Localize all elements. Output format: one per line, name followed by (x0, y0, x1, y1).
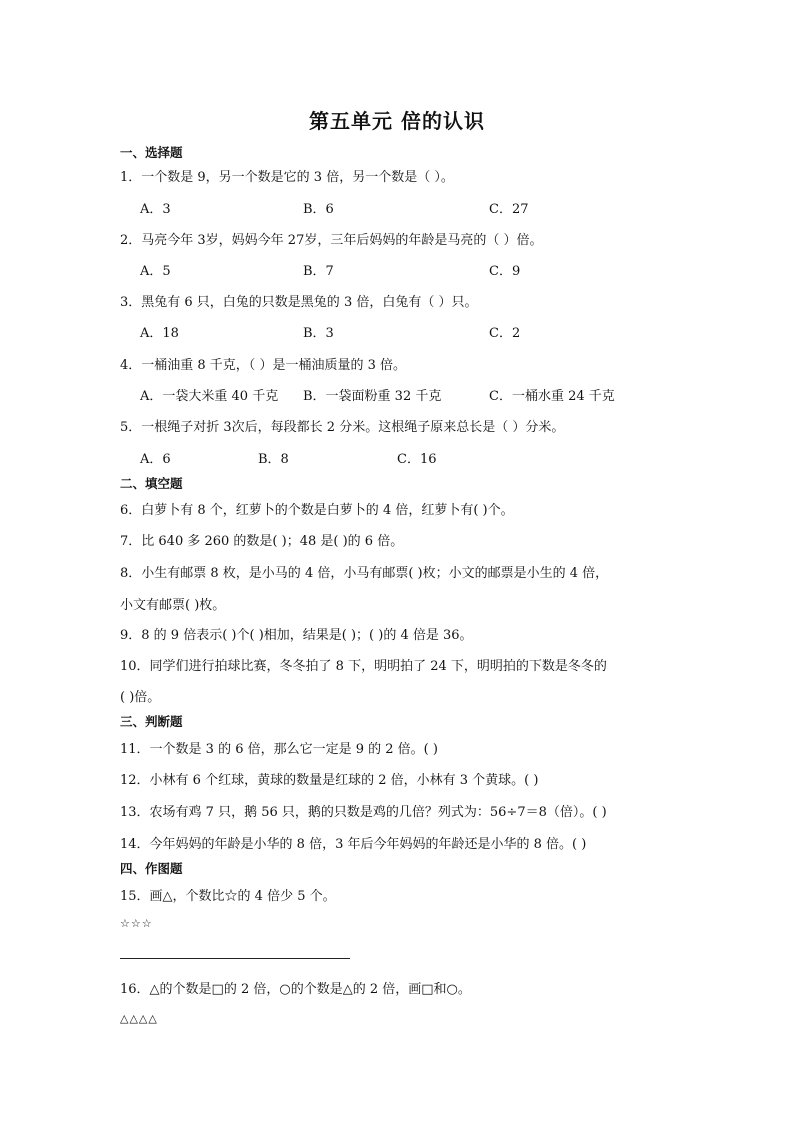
question-3: 3．黑兔有 6 只，白兔的只数是黑兔的 3 倍，白兔有（ ）只。 (120, 295, 478, 310)
drawing-answer-line (120, 958, 350, 959)
q1-option-a: A．3 (140, 202, 171, 217)
section-heading-choice: 一、选择题 (120, 145, 183, 160)
question-8-line-2: 小文有邮票( )枚。 (120, 598, 226, 613)
triangle-shapes: △△△△ (120, 1012, 158, 1025)
question-13: 13．农场有鸡 7 只，鹅 56 只，鹅的只数是鸡的几倍？列式为：56÷7＝8（倍）。( ) (120, 805, 607, 820)
question-15: 15．画△，个数比☆的 4 倍少 5 个。 (120, 889, 336, 904)
question-5: 5．一根绳子对折 3次后，每段都长 2 分米。这根绳子原来总长是（ ）分米。 (120, 420, 565, 435)
question-12: 12．小林有 6 个红球，黄球的数量是红球的 2 倍，小林有 3 个黄球。( ) (120, 773, 539, 788)
question-11: 11．一个数是 3 的 6 倍，那么它一定是 9 的 2 倍。( ) (120, 742, 438, 757)
question-16: 16．△的个数是□的 2 倍，○的个数是△的 2 倍，画□和○。 (120, 982, 471, 997)
q3-option-c: C．2 (489, 326, 521, 341)
section-heading-fill: 二、填空题 (120, 476, 183, 491)
question-2: 2．马亮今年 3岁，妈妈今年 27岁，三年后妈妈的年龄是马亮的（ ）倍。 (120, 233, 543, 248)
section-heading-judge: 三、判断题 (120, 714, 183, 729)
question-14: 14．今年妈妈的年龄是小华的 8 倍，3 年后今年妈妈的年龄还是小华的 8 倍。( ) (120, 837, 587, 852)
question-9: 9．8 的 9 倍表示( )个( )相加，结果是( )；( )的 4 倍是 36。 (120, 628, 473, 643)
q4-option-a: A．一袋大米重 40 千克 (140, 389, 279, 404)
question-10-line-2: ( )倍。 (120, 690, 161, 705)
q5-option-b: B．8 (258, 452, 289, 467)
q2-option-a: A．5 (140, 264, 171, 279)
q2-option-c: C．9 (489, 264, 521, 279)
question-10-line-1: 10．同学们进行拍球比赛，冬冬拍了 8 下，明明拍了 24 下，明明拍的下数是冬冬的 (120, 659, 607, 674)
question-1: 1．一个数是 9，另一个数是它的 3 倍，另一个数是（ ）。 (120, 170, 454, 185)
question-7: 7．比 640 多 260 的数是( )；48 是( )的 6 倍。 (120, 534, 404, 549)
q5-option-c: C．16 (397, 452, 437, 467)
section-heading-draw: 四、作图题 (120, 861, 183, 876)
q1-option-c: C．27 (489, 202, 529, 217)
question-6: 6．白萝卜有 8 个，红萝卜的个数是白萝卜的 4 倍，红萝卜有( )个。 (120, 503, 514, 518)
page-title: 第五单元 倍的认识 (309, 109, 485, 133)
q2-option-b: B．7 (303, 264, 334, 279)
star-shapes: ☆☆☆ (120, 917, 153, 930)
question-8-line-1: 8．小生有邮票 8 枚，是小马的 4 倍，小马有邮票( )枚；小文的邮票是小生的 4 倍， (120, 566, 609, 581)
question-4: 4．一桶油重 8 千克，（ ）是一桶油质量的 3 倍。 (120, 358, 406, 373)
q4-option-b: B．一袋面粉重 32 千克 (303, 389, 442, 404)
q5-option-a: A．6 (140, 452, 171, 467)
q3-option-a: A．18 (140, 326, 179, 341)
q4-option-c: C．一桶水重 24 千克 (489, 389, 615, 404)
q1-option-b: B．6 (303, 202, 334, 217)
q3-option-b: B．3 (303, 326, 334, 341)
